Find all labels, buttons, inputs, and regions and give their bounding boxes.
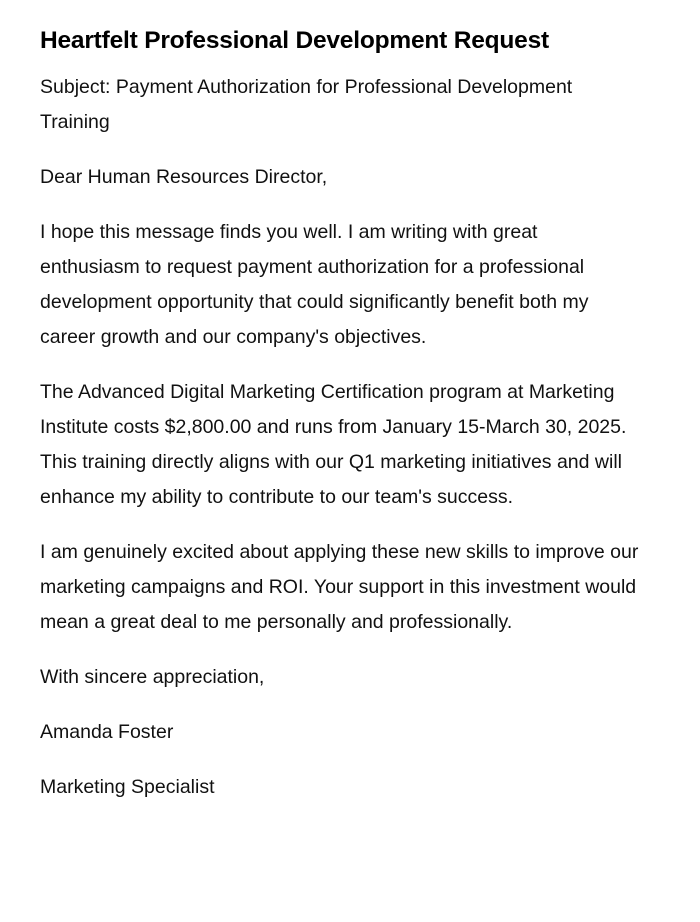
- signature-title: Marketing Specialist: [40, 776, 215, 798]
- salutation: Dear Human Resources Director,: [40, 166, 328, 188]
- page-title: Heartfelt Professional Development Request: [40, 27, 549, 54]
- subject-line: Subject: Payment Authorization for Professional Development Training: [40, 76, 573, 133]
- body-paragraph-3: I am genuinely excited about applying these new skills to improve our marketing campaigns and ROI. Your support in this investment would mean a great deal to me personally and professionally.: [40, 541, 639, 633]
- body-paragraph-2: The Advanced Digital Marketing Certification program at Marketing Institute costs $2,800.00 and runs from January 15-March 30, 2025. This training directly aligns with our Q1 marketing initiatives and will enhance my ability to contribute to our team's success.: [40, 381, 627, 508]
- body-paragraph-1: I hope this message finds you well. I am writing with great enthusiasm to request payment authorization for a professional development opportunity that could significantly benefit both my career growth and our company's objectives.: [40, 221, 589, 348]
- closing-line: With sincere appreciation,: [40, 666, 265, 688]
- signature-name: Amanda Foster: [40, 721, 174, 743]
